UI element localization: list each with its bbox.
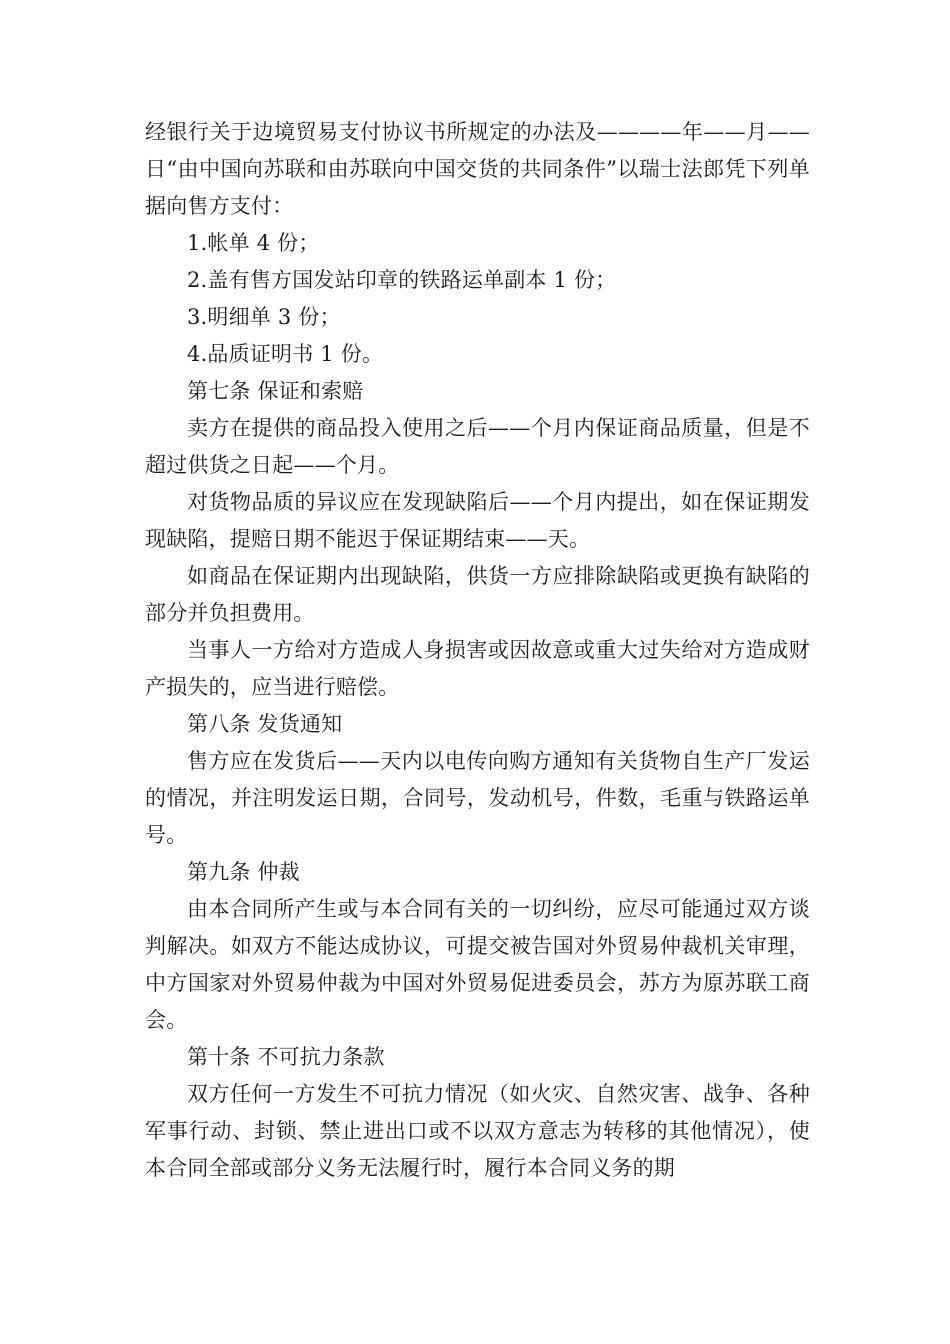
shipment-notice-paragraph: 售方应在发货后——天内以电传向购方通知有关货物自生产厂发运的情况，并注明发运日期，合同号，发动机号，件数，毛重与铁路运单号。: [145, 749, 810, 847]
defect-remedy-paragraph: 如商品在保证期内出现缺陷，供货一方应排除缺陷或更换有缺陷的部分并负担费用。: [145, 564, 810, 625]
section-heading-article-8: 第八条 发货通知: [187, 712, 343, 736]
arbitration-paragraph: 由本合同所产生或与本合同有关的一切纠纷，应尽可能通过双方谈判解决。如双方不能达成协议，可提交被告国对外贸易仲裁机关审理，中方国家对外贸易仲裁为中国对外贸易促进委员会，苏方为原苏联工商会。: [145, 897, 810, 1032]
section-heading-article-9: 第九条 仲裁: [187, 860, 300, 884]
payment-terms-paragraph: 经银行关于边境贸易支付协议书所规定的办法及————年——月——日“由中国向苏联和由苏联向中国交货的共同条件”以瑞士法郎凭下列单据向售方支付：: [145, 120, 810, 218]
force-majeure-paragraph: 双方任何一方发生不可抗力情况（如火灾、自然灾害、战争、各种军事行动、封锁、禁止进出口或不以双方意志为转移的其他情况），使本合同全部或部分义务无法履行时，履行本合同义务的期: [145, 1082, 810, 1180]
damages-paragraph: 当事人一方给对方造成人身损害或因故意或重大过失给对方造成财产损失的，应当进行赔偿。: [145, 638, 810, 699]
document-page: [145, 114, 810, 1187]
warranty-period-paragraph: 卖方在提供的商品投入使用之后——个月内保证商品质量，但是不超过供货之日起——个月。: [145, 416, 810, 477]
section-heading-article-10: 第十条 不可抗力条款: [187, 1045, 385, 1069]
section-heading-article-7: 第七条 保证和索赔: [187, 379, 364, 403]
list-item-railway-waybill: 2.盖有售方国发站印章的铁路运单副本 1 份；: [187, 268, 617, 292]
list-item-packing-list: 3.明细单 3 份；: [187, 305, 341, 329]
quality-objection-paragraph: 对货物品质的异议应在发现缺陷后——个月内提出，如在保证期发现缺陷，提赔日期不能迟于保证期结束——天。: [145, 490, 810, 551]
list-item-invoice: 1.帐单 4 份；: [187, 231, 320, 255]
list-item-quality-certificate: 4.品质证明书 1 份。: [187, 342, 384, 366]
